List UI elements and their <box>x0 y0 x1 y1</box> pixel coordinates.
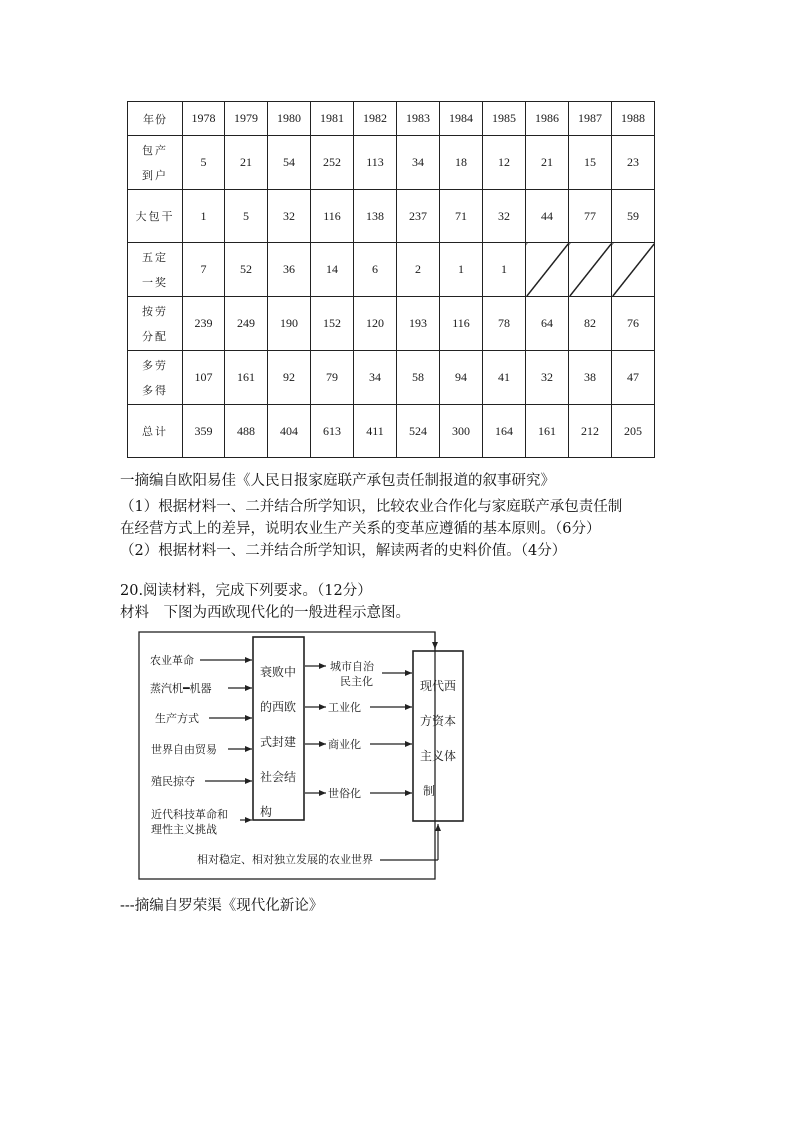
table-cell: 15 <box>569 136 612 190</box>
table-cell: 54 <box>268 136 311 190</box>
process-label: 商业化 <box>328 738 361 751</box>
table-cell: 359 <box>183 405 225 458</box>
question-20-title: 20.阅读材料，完成下列要求。（12分） <box>120 583 372 599</box>
process-label: 城市自治 <box>330 660 374 673</box>
input-label: 殖民掠夺 <box>151 775 195 788</box>
table-cell: 113 <box>354 136 397 190</box>
row-label: 包产 到户 <box>128 136 183 190</box>
capitalist-system-box <box>413 651 463 821</box>
table-cell: 77 <box>569 190 612 243</box>
table-row <box>128 297 655 351</box>
table-cell: 1 <box>183 190 225 243</box>
material-intro: 材料 下图为西欧现代化的一般进程示意图。 <box>120 605 410 621</box>
table-cell: 52 <box>225 243 268 297</box>
table-cell: 34 <box>397 136 440 190</box>
process-label: 民主化 <box>340 675 373 688</box>
input-label: 蒸汽机━机器 <box>150 682 212 695</box>
header-cell: 1978 <box>183 102 225 136</box>
table-cell: 116 <box>311 190 354 243</box>
table-cell: 12 <box>483 136 526 190</box>
row-label: 五定 一奖 <box>128 243 183 297</box>
table-cell: 138 <box>354 190 397 243</box>
table-cell: 82 <box>569 297 612 351</box>
table-cell: 78 <box>483 297 526 351</box>
table-cell: 161 <box>225 351 268 405</box>
table-cell: 2 <box>397 243 440 297</box>
table-cell: 6 <box>354 243 397 297</box>
table-cell: 36 <box>268 243 311 297</box>
table-cell: 92 <box>268 351 311 405</box>
table-cell: 1 <box>440 243 483 297</box>
table-cell: 41 <box>483 351 526 405</box>
header-cell: 1983 <box>397 102 440 136</box>
bottom-label: 相对稳定、相对独立发展的农业世界 <box>197 853 373 866</box>
middle-box-text: 式封建 <box>259 735 297 749</box>
table-cell: 5 <box>183 136 225 190</box>
diagram-frame <box>139 632 435 879</box>
row-label: 大包干 <box>128 190 183 243</box>
header-cell: 1985 <box>483 102 526 136</box>
table-cell: 47 <box>612 351 655 405</box>
table-cell: 18 <box>440 136 483 190</box>
header-cell: 1981 <box>311 102 354 136</box>
input-label: 世界自由贸易 <box>151 743 217 756</box>
table-cell: 249 <box>225 297 268 351</box>
question-1-line-1: （1）根据材料一、二并结合所学知识，比较农业合作化与家庭联产承包责任制 <box>120 499 623 515</box>
header-cell: 1986 <box>526 102 569 136</box>
header-cell: 1980 <box>268 102 311 136</box>
table-cell: 59 <box>612 190 655 243</box>
empty-cell-slash <box>612 243 655 297</box>
table-cell: 21 <box>526 136 569 190</box>
table-cell: 76 <box>612 297 655 351</box>
table-row <box>128 351 655 405</box>
table-cell: 212 <box>569 405 612 458</box>
question-2: （2）根据材料一、二并结合所学知识，解读两者的史料价值。（4分） <box>120 543 567 559</box>
table-cell: 5 <box>225 190 268 243</box>
table-cell: 107 <box>183 351 225 405</box>
table-cell: 14 <box>311 243 354 297</box>
row-label: 按劳 分配 <box>128 297 183 351</box>
table-cell: 64 <box>526 297 569 351</box>
table-cell: 152 <box>311 297 354 351</box>
table-cell: 23 <box>612 136 655 190</box>
table-cell: 32 <box>268 190 311 243</box>
row-label: 多劳 多得 <box>128 351 183 405</box>
table-cell: 7 <box>183 243 225 297</box>
header-cell: 1982 <box>354 102 397 136</box>
table-cell: 94 <box>440 351 483 405</box>
table-cell: 44 <box>526 190 569 243</box>
right-box-text: 现代西 <box>419 679 457 693</box>
header-cell: 1988 <box>612 102 655 136</box>
table-row <box>128 136 655 190</box>
right-box-text: 制 <box>422 784 436 798</box>
table-cell: 116 <box>440 297 483 351</box>
input-label: 近代科技革命和 <box>151 808 228 821</box>
table-cell: 79 <box>311 351 354 405</box>
table-cell: 1 <box>483 243 526 297</box>
middle-box-text: 的西欧 <box>259 700 297 714</box>
table-cell: 34 <box>354 351 397 405</box>
table-cell: 300 <box>440 405 483 458</box>
source-citation-2: ---摘编自罗荣渠《现代化新论》 <box>120 898 324 914</box>
process-label: 世俗化 <box>328 787 361 800</box>
table-cell: 21 <box>225 136 268 190</box>
table-cell: 32 <box>526 351 569 405</box>
table-cell: 524 <box>397 405 440 458</box>
reform-statistics-table <box>127 101 655 458</box>
table-row <box>128 190 655 243</box>
table-cell: 411 <box>354 405 397 458</box>
table-cell: 58 <box>397 351 440 405</box>
table-row <box>128 405 655 458</box>
table-cell: 205 <box>612 405 655 458</box>
middle-box-text: 构 <box>259 805 273 819</box>
table-cell: 32 <box>483 190 526 243</box>
input-label: 理性主义挑战 <box>151 823 217 836</box>
table-cell: 613 <box>311 405 354 458</box>
table-cell: 120 <box>354 297 397 351</box>
header-cell: 1984 <box>440 102 483 136</box>
empty-cell-slash <box>569 243 612 297</box>
process-label: 工业化 <box>328 701 361 714</box>
header-cell: 1987 <box>569 102 612 136</box>
table-cell: 193 <box>397 297 440 351</box>
middle-box-text: 衰败中 <box>259 665 297 679</box>
row-label: 总计 <box>128 405 183 458</box>
table-row <box>128 243 655 297</box>
source-citation-1: 一摘编自欧阳易佳《人民日报家庭联产承包责任制报道的叙事研究》 <box>120 473 555 489</box>
table-cell: 161 <box>526 405 569 458</box>
middle-box-text: 社会结 <box>259 770 297 784</box>
header-cell: 1979 <box>225 102 268 136</box>
right-box-text: 主义体 <box>419 749 457 763</box>
table-cell: 190 <box>268 297 311 351</box>
header-cell: 年份 <box>128 102 183 136</box>
input-label: 农业革命 <box>150 654 194 667</box>
table-cell: 38 <box>569 351 612 405</box>
right-box-text: 方资本 <box>419 714 457 728</box>
table-cell: 252 <box>311 136 354 190</box>
table-cell: 237 <box>397 190 440 243</box>
table-cell: 71 <box>440 190 483 243</box>
question-1-line-2: 在经营方式上的差异，说明农业生产关系的变革应遵循的基本原则。（6分） <box>120 521 601 537</box>
table-cell: 488 <box>225 405 268 458</box>
empty-cell-slash <box>526 243 569 297</box>
table-cell: 404 <box>268 405 311 458</box>
table-cell: 164 <box>483 405 526 458</box>
feudal-structure-box <box>253 637 304 820</box>
input-label: 生产方式 <box>155 712 199 725</box>
table-header-row <box>128 102 655 136</box>
table-cell: 239 <box>183 297 225 351</box>
